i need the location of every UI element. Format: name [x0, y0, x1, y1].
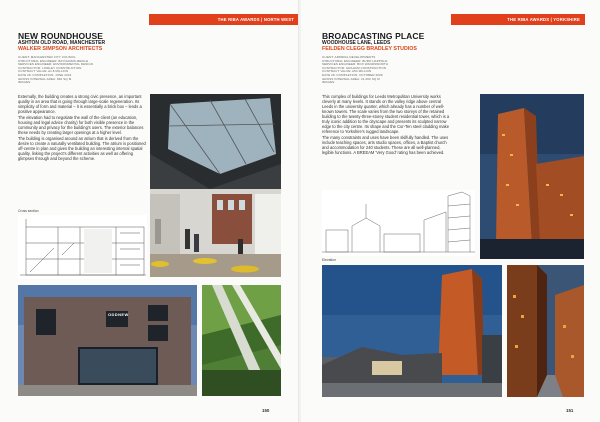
- credit-line: STRUCTURAL ENGINEER: BURO HAPPOLD: [322, 58, 388, 63]
- body-paragraph: The many constraints and uses have been skilfully handled. The uses include teaching spaces, arts studio spaces, offices, a Baptist church and accommodation for 240 students. These are all well-planned, legible functions. A BREEAM 'Very Good' rating has been achieved.: [322, 134, 449, 156]
- tower-dusk-photo: [480, 94, 584, 259]
- body-paragraph: The elevation had to negotiate the wall of the client (an education, housing and legal advice charity) for both visible presence in the community and privacy for the building's users. The exterior balances these needs by creating larger openings at a higher level.: [18, 114, 144, 135]
- credit-line: GROSS INTERNAL AREA: 840 SQ M: [18, 76, 72, 81]
- right-page-subtitle: WOODHOUSE LANE, LEEDS: [322, 40, 391, 46]
- credit-line: CLIENT: ADMIRAL DEVELOPMENTS: [322, 55, 376, 59]
- credit-line: CONTRACT VALUE: £1.8 MILLION: [18, 69, 69, 74]
- credit-line: DATE OF COMPLETION: JUNE 2016: [18, 72, 72, 77]
- credit-line: GROSS INTERNAL AREA: 21,000 SQ M: [322, 76, 380, 81]
- left-page-number: 150: [262, 408, 270, 413]
- atrium-interior-photo: [150, 94, 281, 277]
- credit-line: CONTRACTOR: LINDLEY CONSTRUCTION: [18, 65, 82, 70]
- brick-exterior-photo: [18, 285, 197, 396]
- left-project-credits: [18, 56, 128, 85]
- body-paragraph: Externally, the building creates a strong civic presence, an important quality in an area that is going through large-scale regeneration. Its simplicity of form and material – it is essentially a brick box – lends a positive appearance.: [18, 94, 142, 115]
- left-drawing-caption: Cross section: [18, 209, 39, 213]
- left-architect-name: WALKER SIMPSON ARCHITECTS: [18, 46, 103, 52]
- credit-line: IMAGES:: [322, 80, 336, 85]
- left-award-banner: THE RIBA AWARDS | NORTH WEST: [149, 14, 299, 25]
- right-drawing-caption: Elevation: [322, 258, 336, 262]
- body-paragraph: This complex of buildings for Leeds Metropolitan University works cleverly at many levels. It stands on the valley ridge above central Leeds in the university quarter, which already has a number of well-known towers. The scale varies from the two storeys of the retained building to the twenty-three-storey student residential tower, which is a truly iconic addition to the cityscape and presents its sculpted narrow edge to the city centre. Its shape and the Cor-Ten steel cladding make reference to Yorkshire's rugged landscape.: [322, 94, 450, 135]
- right-page-number: 151: [566, 408, 574, 413]
- body-paragraph: The building is organised around an atrium that is derived from the desire to create a naturally ventilated building. The atrium is positioned off-centre in plan and gives the building an interesting internal spatial quality, linking the project's different activities as well as offering glimpses through and beyond the scheme.: [18, 135, 146, 161]
- credit-line: STRUCTURAL ENGINEER: BAYNHAMS MEIKLE: [18, 58, 89, 63]
- right-project-credits: [322, 56, 432, 85]
- left-page: [0, 0, 299, 422]
- credit-line: CONTRACTOR: GRAHAM CONSTRUCTION: [322, 65, 387, 70]
- right-page: [301, 0, 600, 422]
- credit-line: SERVICES ENGINEER: BOX WANDSWORTH: [322, 62, 389, 67]
- stair-greenery-photo: [202, 285, 281, 396]
- left-page-title: NEW ROUNDHOUSE: [18, 31, 103, 41]
- elevation-drawing: [322, 190, 475, 256]
- credit-line: DATE OF COMPLETION: OCTOBER 2009: [322, 72, 383, 77]
- credit-line: SERVICES ENGINEER: ENVIRONMENTAL DESIGN: [18, 62, 94, 67]
- left-page-subtitle: ASHTON OLD ROAD, MANCHESTER: [18, 40, 106, 46]
- street-view-photo: [507, 265, 584, 397]
- credit-line: CLIENT: MANCHESTER CITY COUNCIL: [18, 55, 77, 59]
- right-award-banner: THE RIBA AWARDS | YORKSHIRE: [451, 14, 585, 25]
- cross-section-drawing: [18, 215, 147, 279]
- building-sign: ODDNEW: [108, 312, 129, 317]
- right-body-text: [322, 94, 452, 190]
- right-page-title: BROADCASTING PLACE: [322, 31, 425, 41]
- credit-line: CONTRACT VALUE: £54 MILLION: [322, 69, 372, 74]
- left-body-text: [18, 94, 147, 206]
- cityscape-photo: [322, 265, 502, 397]
- credit-line: IMAGES:: [18, 80, 32, 85]
- right-architect-name: FEILDEN CLEGG BRADLEY STUDIOS: [322, 46, 417, 52]
